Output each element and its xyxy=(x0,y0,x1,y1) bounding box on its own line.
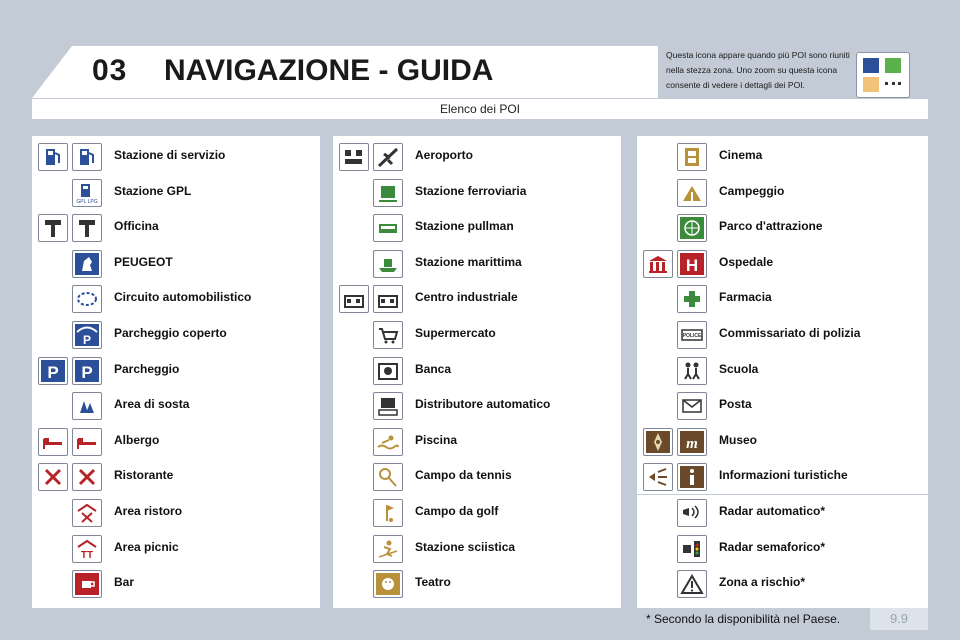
roadside-restaurant-icon xyxy=(72,499,102,527)
poi-row xyxy=(333,210,621,245)
mail-envelope-icon xyxy=(677,392,707,420)
poi-column-2 xyxy=(333,136,621,608)
shopping-cart-icon xyxy=(373,321,403,349)
ski-icon xyxy=(373,535,403,563)
bed-icon xyxy=(38,428,68,456)
fuel-pump-icon xyxy=(38,143,68,171)
svg-text:POLICE: POLICE xyxy=(682,333,702,339)
poi-label: Supermercato xyxy=(415,326,496,340)
poi-label: Campeggio xyxy=(719,183,785,198)
poi-row xyxy=(637,353,928,388)
poi-label: Area picnic xyxy=(114,539,179,554)
poi-column-1 xyxy=(32,136,320,608)
svg-text:m: m xyxy=(686,435,698,452)
picnic-icon xyxy=(72,535,102,563)
poi-label: Campo da tennis xyxy=(415,468,512,483)
poi-row xyxy=(637,210,928,245)
poi-label: Ristorante xyxy=(114,468,174,483)
poi-row xyxy=(637,459,928,494)
poi-row xyxy=(32,495,320,530)
gpl-pump-icon xyxy=(72,179,102,207)
poi-row xyxy=(637,531,928,566)
peugeot-lion-icon xyxy=(72,250,102,278)
airplane-icon xyxy=(373,143,403,171)
multi-poi-note-text: Questa icona appare quando più POI sono riuniti nella stezza zona. Uno zoom su questa icona consente di vedere i dettagli dei POI. xyxy=(666,50,850,90)
poi-row xyxy=(333,246,621,281)
poi-label: Commissariato di polizia xyxy=(719,326,861,340)
poi-label: Circuito automobilistico xyxy=(114,290,252,305)
svg-text:H: H xyxy=(685,255,699,275)
poi-label: Informazioni turistiche xyxy=(719,468,848,483)
poi-label: Stazione di servizio xyxy=(114,148,226,162)
tourist-info-icon xyxy=(643,463,673,491)
poi-label: Stazione pullman xyxy=(415,219,514,234)
bed-icon xyxy=(72,428,102,456)
poi-label: PEUGEOT xyxy=(114,254,173,269)
poi-label: Area di sosta xyxy=(114,397,190,412)
golf-icon xyxy=(373,499,403,527)
atm-icon xyxy=(373,392,403,420)
poi-row xyxy=(32,353,320,388)
industry-icon xyxy=(373,285,403,313)
poi-label: Piscina xyxy=(415,432,458,447)
hospital-h-icon xyxy=(677,250,707,278)
poi-label: Stazione marittima xyxy=(415,254,522,269)
poi-label: Stazione GPL xyxy=(114,183,192,198)
poi-label: Banca xyxy=(415,361,452,376)
fork-knife-icon xyxy=(72,463,102,491)
poi-row xyxy=(637,495,928,530)
bus-station-icon xyxy=(373,214,403,242)
poi-label: Distributore automatico xyxy=(415,397,551,412)
poi-label: Centro industriale xyxy=(415,290,518,305)
poi-label: Scuola xyxy=(719,361,759,376)
parking-icon xyxy=(38,357,68,385)
section-title: Elenco dei POI xyxy=(439,102,521,116)
poi-row xyxy=(333,459,621,494)
race-circuit-icon xyxy=(72,285,102,313)
svg-text:P: P xyxy=(81,362,93,382)
ferry-icon xyxy=(373,250,403,278)
page-number: 9.9 xyxy=(870,608,928,630)
theatre-icon xyxy=(373,570,403,598)
industry-icon xyxy=(339,285,369,313)
hammer-icon xyxy=(38,214,68,242)
poi-row xyxy=(32,246,320,281)
train-station-icon xyxy=(373,179,403,207)
swimming-pool-icon xyxy=(373,428,403,456)
poi-row xyxy=(333,281,621,316)
page-title: NAVIGAZIONE - GUIDA xyxy=(164,54,494,87)
fuel-pump-icon xyxy=(72,143,102,171)
poi-label: Parcheggio xyxy=(114,361,180,376)
poi-row xyxy=(333,531,621,566)
poi-label: Zona a rischio* xyxy=(719,575,806,590)
poi-label: Ospedale xyxy=(719,254,774,269)
poi-row xyxy=(32,531,320,566)
poi-row xyxy=(637,566,928,601)
museum-m-icon xyxy=(677,428,707,456)
poi-label: Teatro xyxy=(415,575,451,590)
poi-label: Bar xyxy=(114,575,135,590)
fork-knife-icon xyxy=(38,463,68,491)
speed-camera-icon xyxy=(677,499,707,527)
section-bar xyxy=(32,99,928,119)
svg-text:P: P xyxy=(82,333,92,346)
poi-row xyxy=(333,495,621,530)
poi-row xyxy=(637,388,928,423)
poi-row xyxy=(32,139,320,174)
poi-row xyxy=(333,566,621,601)
airport-icon xyxy=(339,143,369,171)
poi-row xyxy=(32,210,320,245)
poi-row xyxy=(637,139,928,174)
chapter-number: 03 xyxy=(92,54,128,87)
poi-label: Museo xyxy=(719,432,758,447)
poi-row xyxy=(32,424,320,459)
poi-label: Cinema xyxy=(719,148,763,162)
poi-label: Parco d'attrazione xyxy=(719,219,823,234)
poi-row xyxy=(32,175,320,210)
hospital-building-icon xyxy=(643,250,673,278)
poi-label: Albergo xyxy=(114,432,160,447)
poi-label: Officina xyxy=(114,219,159,234)
poi-row xyxy=(32,566,320,601)
poi-row xyxy=(32,459,320,494)
poi-label: Farmacia xyxy=(719,290,772,305)
cinema-film-icon xyxy=(677,143,707,171)
hammer-icon xyxy=(72,214,102,242)
poi-row xyxy=(333,424,621,459)
poi-row xyxy=(637,424,928,459)
poi-label: Area ristoro xyxy=(114,504,183,518)
info-i-icon xyxy=(677,463,707,491)
svg-text:P: P xyxy=(47,362,59,382)
coffee-cup-icon xyxy=(72,570,102,598)
tennis-icon xyxy=(373,463,403,491)
svg-text:TT: TT xyxy=(80,549,94,560)
poi-label: Stazione sciistica xyxy=(415,539,516,554)
poi-row xyxy=(333,317,621,352)
poi-label: Stazione ferroviaria xyxy=(415,183,527,198)
bank-icon xyxy=(373,357,403,385)
camping-tent-icon xyxy=(677,179,707,207)
school-children-icon xyxy=(677,357,707,385)
poi-column-3 xyxy=(637,136,928,608)
museum-compass-icon xyxy=(643,428,673,456)
chapter-header xyxy=(32,46,658,98)
poi-row xyxy=(637,175,928,210)
danger-zone-icon xyxy=(677,570,707,598)
poi-row xyxy=(333,353,621,388)
police-icon xyxy=(677,321,707,349)
poi-label: Radar semaforico* xyxy=(719,539,826,554)
parking-icon xyxy=(72,357,102,385)
poi-row xyxy=(32,281,320,316)
rest-area-icon xyxy=(72,392,102,420)
poi-label: Radar automatico* xyxy=(719,504,826,518)
poi-row xyxy=(32,388,320,423)
poi-row xyxy=(637,246,928,281)
poi-label: Aeroporto xyxy=(415,148,473,162)
poi-label: Campo da golf xyxy=(415,504,499,518)
poi-label: Parcheggio coperto xyxy=(114,326,227,340)
footnote: * Secondo la disponibilità nel Paese. xyxy=(646,612,841,626)
poi-row xyxy=(333,175,621,210)
poi-row xyxy=(333,388,621,423)
svg-text:GPL LPG: GPL LPG xyxy=(76,198,98,204)
amusement-park-icon xyxy=(677,214,707,242)
poi-row xyxy=(637,281,928,316)
pharmacy-cross-icon xyxy=(677,285,707,313)
poi-row xyxy=(32,317,320,352)
multi-poi-icon xyxy=(856,52,910,98)
poi-label: Posta xyxy=(719,397,752,412)
red-light-camera-icon xyxy=(677,535,707,563)
covered-parking-icon xyxy=(72,321,102,349)
poi-row xyxy=(637,317,928,352)
poi-row xyxy=(333,139,621,174)
